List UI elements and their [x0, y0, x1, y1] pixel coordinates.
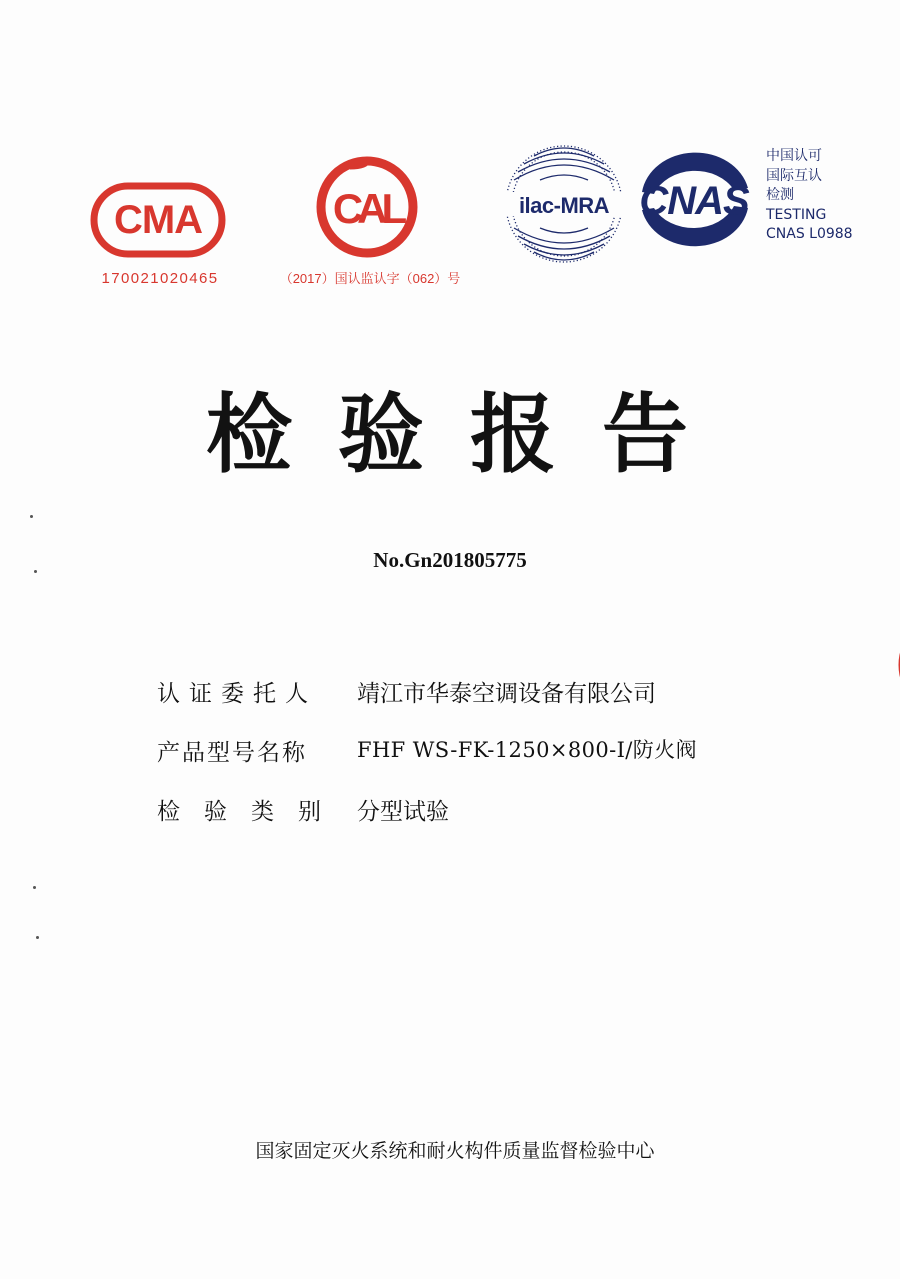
cma-logo	[88, 180, 228, 260]
ilac-mra-logo	[500, 140, 628, 268]
field-value: 分型试验	[357, 799, 449, 825]
field-value: FHF WS-FK-1250×800-Ⅰ/防火阀	[357, 738, 697, 762]
issuing-organization: 国家固定灭火系统和耐火构件质量监督检验中心	[255, 1140, 655, 1162]
cnas-info-line: CNAS L0988	[766, 226, 853, 242]
ilac-mra-text: ilac-MRA	[518, 193, 610, 218]
report-title: 检验报告	[206, 385, 734, 485]
field-label: 检验类别	[157, 799, 345, 825]
scan-speck	[36, 936, 39, 939]
cnas-info-line: 检测	[766, 187, 794, 203]
cnas-logo	[628, 148, 760, 252]
cnas-accreditation-info	[766, 147, 896, 245]
scan-speck	[30, 515, 33, 518]
scan-speck	[33, 886, 36, 889]
cal-logo	[302, 155, 432, 260]
seal-stamp-edge	[882, 610, 900, 720]
report-number: No.Gn201805775	[373, 548, 527, 572]
scan-speck	[34, 570, 37, 573]
cma-logo-text: CMA	[113, 198, 203, 242]
cma-number: 170021020465	[101, 270, 219, 287]
cnas-info-line: 中国认可	[766, 148, 822, 164]
field-label: 产品型号名称	[157, 740, 307, 766]
cal-logo-text: CAL	[332, 185, 402, 232]
cal-caption: （2017）国认监认字（062）号	[279, 271, 461, 286]
cnas-info-line: 国际互认	[766, 167, 822, 184]
cnas-info-line: TESTING	[766, 206, 827, 223]
cnas-logo-text: CNAS	[639, 179, 749, 223]
field-value: 靖江市华泰空调设备有限公司	[357, 681, 656, 707]
field-label: 认证委托人	[157, 681, 317, 707]
